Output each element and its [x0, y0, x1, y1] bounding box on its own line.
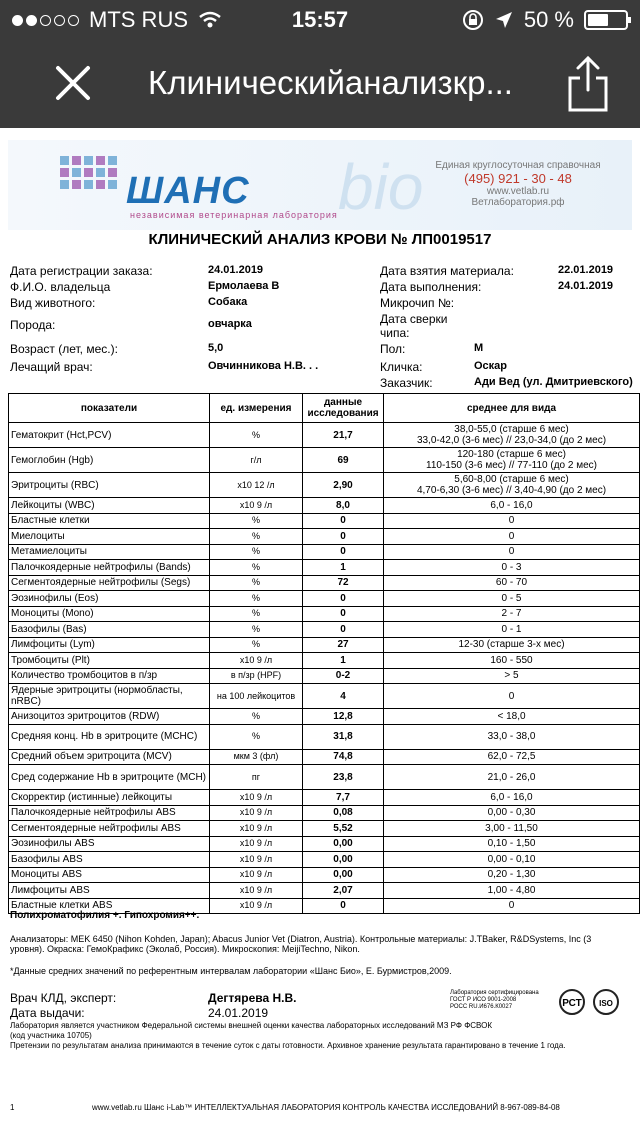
cell-indicator: Лимфоциты (Lym): [9, 637, 210, 653]
cell-indicator: Эозинофилы (Eos): [9, 591, 210, 607]
cell-value: 23,8: [303, 765, 384, 790]
table-row: [9, 498, 640, 514]
info-label: Дата выполнения:: [380, 280, 482, 294]
morphology-note: Полихроматофилия +. Гипохромия++.: [10, 910, 200, 921]
cell-value: 0: [303, 513, 384, 529]
cell-unit: в п/зр (HPF): [210, 668, 303, 684]
cell-value: 21,7: [303, 423, 384, 448]
cell-reference: 6,0 - 16,0: [384, 790, 640, 806]
cell-unit: х10 9 /л: [210, 836, 303, 852]
table-row: [9, 473, 640, 498]
cell-indicator: Палочкоядерные нейтрофилы ABS: [9, 805, 210, 821]
table-row: [9, 560, 640, 576]
rotation-lock-icon: [462, 9, 484, 31]
cell-indicator: Моноциты ABS: [9, 867, 210, 883]
info-value: 24.01.2019: [558, 280, 614, 292]
cell-unit: х10 9 /л: [210, 653, 303, 669]
cell-reference: 2 - 7: [384, 606, 640, 622]
cell-unit: %: [210, 529, 303, 545]
page-number: 1: [10, 1103, 15, 1112]
doctor-name: Дегтярева Н.В.: [208, 991, 297, 1005]
cell-reference: 5,60-8,00 (старше 6 мес) 4,70-6,30 (3-6 мес) // 3,40-4,90 (до 2 мес): [384, 473, 640, 498]
battery-icon: [584, 10, 628, 30]
table-row: [9, 448, 640, 473]
info-label: Порода:: [10, 318, 56, 332]
table-row: [9, 529, 640, 545]
cell-indicator: Эозинофилы ABS: [9, 836, 210, 852]
cell-reference: 0: [384, 513, 640, 529]
lab-banner: [8, 140, 632, 230]
col-header-value: данные исследования: [303, 394, 384, 423]
cell-indicator: Сегментоядерные нейтрофилы ABS: [9, 821, 210, 837]
cell-reference: 0 - 1: [384, 622, 640, 638]
cell-value: 1: [303, 653, 384, 669]
cell-value: 0: [303, 529, 384, 545]
table-row: [9, 544, 640, 560]
svg-text:ISO: ISO: [599, 999, 613, 1008]
table-row: [9, 805, 640, 821]
reference-note: *Данные средних значений по референтным интервалам лаборатории «Шанс Био», Е. Бурмистров,2009.: [10, 966, 452, 976]
cell-indicator: Лимфоциты ABS: [9, 883, 210, 899]
cell-unit: пг: [210, 765, 303, 790]
cell-unit: %: [210, 724, 303, 749]
info-label: Пол:: [380, 342, 406, 356]
cell-unit: %: [210, 606, 303, 622]
cell-indicator: Средняя конц. Hb в эритроците (МСНС): [9, 724, 210, 749]
table-row: [9, 765, 640, 790]
info-value: Оскар: [474, 360, 508, 372]
cell-value: 0: [303, 591, 384, 607]
cell-value: 0,08: [303, 805, 384, 821]
table-row: [9, 821, 640, 837]
cell-reference: 160 - 550: [384, 653, 640, 669]
cell-reference: 0,00 - 0,10: [384, 852, 640, 868]
info-value: М: [474, 342, 484, 354]
cell-indicator: Бластные клетки: [9, 513, 210, 529]
cell-value: 72: [303, 575, 384, 591]
cell-reference: 21,0 - 26,0: [384, 765, 640, 790]
cell-value: 0,00: [303, 836, 384, 852]
cell-reference: 0,20 - 1,30: [384, 867, 640, 883]
table-row: [9, 749, 640, 765]
document-title: КЛИНИЧЕСКИЙ АНАЛИЗ КРОВИ № ЛП0019517: [148, 231, 492, 248]
info-label: Ф.И.О. владельца: [10, 280, 111, 294]
cell-indicator: Бластные клетки ABS: [9, 898, 210, 914]
table-row: [9, 836, 640, 852]
table-row: [9, 724, 640, 749]
cell-reference: 0: [384, 529, 640, 545]
cell-unit: х10 9 /л: [210, 805, 303, 821]
document-page: [0, 128, 640, 1136]
cell-unit: х10 9 /л: [210, 821, 303, 837]
cell-value: 8,0: [303, 498, 384, 514]
cell-reference: 120-180 (старше 6 мес) 110-150 (3-6 мес) // 77-110 (до 2 мес): [384, 448, 640, 473]
info-value: Ермолаева В: [208, 280, 280, 292]
cell-reference: 0 - 5: [384, 591, 640, 607]
cell-value: 31,8: [303, 724, 384, 749]
info-value: 5,0: [208, 342, 224, 354]
cell-value: 1: [303, 560, 384, 576]
cell-indicator: Эритроциты (RBC): [9, 473, 210, 498]
info-value: 22.01.2019: [558, 264, 614, 276]
cell-unit: %: [210, 591, 303, 607]
cell-unit: х10 9 /л: [210, 498, 303, 514]
cell-indicator: Базофилы (Bas): [9, 622, 210, 638]
nav-title: Клиническийанализкр...: [148, 64, 513, 101]
cell-unit: х10 9 /л: [210, 883, 303, 899]
cell-indicator: Метамиелоциты: [9, 544, 210, 560]
cell-value: 0: [303, 622, 384, 638]
cell-indicator: Лейкоциты (WBC): [9, 498, 210, 514]
cell-indicator: Ядерные эритроциты (нормобласты, nRBC): [9, 684, 210, 709]
certification-text: Лаборатория сертифицирована ГОСТ Р ИСО 9001-2008 РОСС RU.И676.К0027: [450, 990, 539, 1010]
cell-reference: 0 - 3: [384, 560, 640, 576]
cell-value: 0,00: [303, 852, 384, 868]
cell-reference: 38,0-55,0 (старше 6 мес) 33,0-42,0 (3-6 мес) // 23,0-34,0 (до 2 мес): [384, 423, 640, 448]
nav-bar: [0, 40, 640, 128]
info-label: Микрочип №:: [380, 296, 455, 310]
cell-value: 7,7: [303, 790, 384, 806]
cell-indicator: Анизоцитоз эритроцитов (RDW): [9, 709, 210, 725]
status-bar: [0, 0, 640, 40]
cell-indicator: Базофилы ABS: [9, 852, 210, 868]
cell-unit: %: [210, 513, 303, 529]
svg-text:РСТ: РСТ: [562, 998, 582, 1009]
cell-unit: %: [210, 544, 303, 560]
share-icon[interactable]: [566, 54, 610, 114]
cell-reference: 0: [384, 544, 640, 560]
cell-value: 2,07: [303, 883, 384, 899]
lab-phone: (495) 921 - 30 - 48: [464, 171, 572, 186]
info-label: Кличка:: [380, 360, 423, 374]
cell-indicator: Тромбоциты (Plt): [9, 653, 210, 669]
lab-contacts: Единая круглосуточная справочная (495) 921 - 30 - 48 www.vetlab.ru Ветлаборатория.рф: [428, 160, 608, 208]
cell-value: 0: [303, 606, 384, 622]
cell-value: 69: [303, 448, 384, 473]
cell-indicator: Моноциты (Mono): [9, 606, 210, 622]
info-value: 24.01.2019: [208, 264, 264, 276]
lab-logo-subtitle: независимая ветеринарная лаборатория: [130, 210, 338, 220]
col-header-indicator: показатели: [9, 394, 210, 423]
cell-indicator: Гемоглобин (Hgb): [9, 448, 210, 473]
cell-reference: 0,10 - 1,50: [384, 836, 640, 852]
col-header-reference: среднее для вида: [384, 394, 640, 423]
info-value: овчарка: [208, 318, 252, 330]
close-icon[interactable]: [48, 58, 98, 108]
cell-value: 0: [303, 544, 384, 560]
cell-value: 27: [303, 637, 384, 653]
info-label: Дата регистрации заказа:: [10, 264, 153, 278]
table-row: [9, 606, 640, 622]
cell-reference: 33,0 - 38,0: [384, 724, 640, 749]
cell-unit: х10 9 /л: [210, 852, 303, 868]
cell-unit: г/л: [210, 448, 303, 473]
issue-date-label: Дата выдачи:: [10, 1006, 85, 1020]
cell-value: 4: [303, 684, 384, 709]
table-row: [9, 513, 640, 529]
cell-unit: %: [210, 622, 303, 638]
battery-percent: 50 %: [523, 7, 574, 32]
info-value: Овчинникова Н.В. . .: [208, 360, 319, 372]
cell-reference: < 18,0: [384, 709, 640, 725]
info-label: Лечащий врач:: [10, 360, 93, 374]
cell-value: 12,8: [303, 709, 384, 725]
cell-indicator: Скорректир (истинные) лейкоциты: [9, 790, 210, 806]
cell-unit: %: [210, 637, 303, 653]
participant-code: (код участника 10705): [10, 1031, 92, 1040]
cell-value: 0-2: [303, 668, 384, 684]
lab-logo-icon: [58, 154, 128, 208]
cell-indicator: Сегментоядерные нейтрофилы (Segs): [9, 575, 210, 591]
participant-note: Лаборатория является участником Федеральной системы внешней оценки качества лабораторных исследований МЗ РФ ФСВОК: [10, 1021, 493, 1030]
cell-value: 2,90: [303, 473, 384, 498]
table-row: [9, 790, 640, 806]
issue-date: 24.01.2019: [208, 1006, 269, 1020]
cell-unit: мкм 3 (фл): [210, 749, 303, 765]
cell-unit: х10 9 /л: [210, 898, 303, 914]
iso-seal-icon: [592, 988, 620, 1016]
footer-text: www.vetlab.ru Шанс i-Lab™ ИНТЕЛЛЕКТУАЛЬНАЯ ЛАБОРАТОРИЯ КОНТРОЛЬ КАЧЕСТВА ИССЛЕДОВАНИЙ 8-967-089-84-08: [92, 1103, 560, 1112]
cell-unit: х10 9 /л: [210, 867, 303, 883]
cell-unit: х10 9 /л: [210, 790, 303, 806]
table-row: [9, 423, 640, 448]
col-header-unit: ед. измерения: [210, 394, 303, 423]
location-arrow-icon: [494, 10, 514, 30]
cell-reference: 0: [384, 898, 640, 914]
cell-unit: %: [210, 575, 303, 591]
table-row: [9, 637, 640, 653]
table-row: [9, 622, 640, 638]
lab-logo-text: ШАНС: [126, 170, 250, 212]
table-row: [9, 709, 640, 725]
cell-indicator: Сред содержание Hb в эритроците (МСН): [9, 765, 210, 790]
info-label: Возраст (лет, мес.):: [10, 342, 118, 356]
table-row: [9, 684, 640, 709]
table-row: [9, 653, 640, 669]
cell-reference: 0: [384, 684, 640, 709]
bio-decoration: bio: [338, 151, 424, 223]
cell-value: 5,52: [303, 821, 384, 837]
cell-value: 0: [303, 898, 384, 914]
table-row: [9, 668, 640, 684]
info-label: Дата взятия материала:: [380, 264, 514, 278]
table-row: [9, 575, 640, 591]
cell-reference: > 5: [384, 668, 640, 684]
cell-unit: %: [210, 560, 303, 576]
rst-seal-icon: [554, 988, 590, 1016]
cell-reference: 62,0 - 72,5: [384, 749, 640, 765]
results-table: [8, 393, 640, 914]
info-label: Дата сверки чипа:: [380, 312, 448, 340]
claims-note: Претензии по результатам анализа принимаются в течение суток с даты готовности. Архивное хранение результата гарантировано в течение 1 года.: [10, 1041, 566, 1050]
info-value: Собака: [208, 296, 248, 308]
cell-reference: 3,00 - 11,50: [384, 821, 640, 837]
cell-indicator: Миелоциты: [9, 529, 210, 545]
cell-unit: на 100 лейкоцитов: [210, 684, 303, 709]
info-label: Заказчик:: [380, 376, 433, 390]
table-row: [9, 591, 640, 607]
table-row: [9, 883, 640, 899]
cell-value: 0,00: [303, 867, 384, 883]
cell-reference: 12-30 (старше 3-х мес): [384, 637, 640, 653]
table-row: [9, 867, 640, 883]
analyzers-note: Анализаторы: MEK 6450 (Nihon Kohden, Japan); Abacus Junior Vet (Diatron, Austria). Контрольные материалы: J.TBaker, R&DSystems, Inc (3 уровня). Окраска: ГемоКрафикс (Эколаб, Россия). Микроскопия: MeijiTechno, Nikon.: [10, 934, 592, 954]
cell-reference: 1,00 - 4,80: [384, 883, 640, 899]
cell-unit: %: [210, 709, 303, 725]
cell-indicator: Количество тромбоцитов в п/зр: [9, 668, 210, 684]
table-row: [9, 852, 640, 868]
cell-value: 74,8: [303, 749, 384, 765]
cell-reference: 60 - 70: [384, 575, 640, 591]
cell-unit: х10 12 /л: [210, 473, 303, 498]
clock: 15:57: [291, 7, 349, 32]
cell-unit: %: [210, 423, 303, 448]
cell-indicator: Средний объем эритроцита (MCV): [9, 749, 210, 765]
cell-reference: 0,00 - 0,30: [384, 805, 640, 821]
doctor-label: Врач КЛД, эксперт:: [10, 991, 117, 1005]
cell-reference: 6,0 - 16,0: [384, 498, 640, 514]
info-value: Ади Вед (ул. Дмитриевского): [474, 376, 633, 388]
carrier-name: MTS RUS: [89, 7, 188, 32]
cell-indicator: Гематокрит (Hct,PCV): [9, 423, 210, 448]
cell-indicator: Палочкоядерные нейтрофилы (Bands): [9, 560, 210, 576]
info-label: Вид животного:: [10, 296, 96, 310]
